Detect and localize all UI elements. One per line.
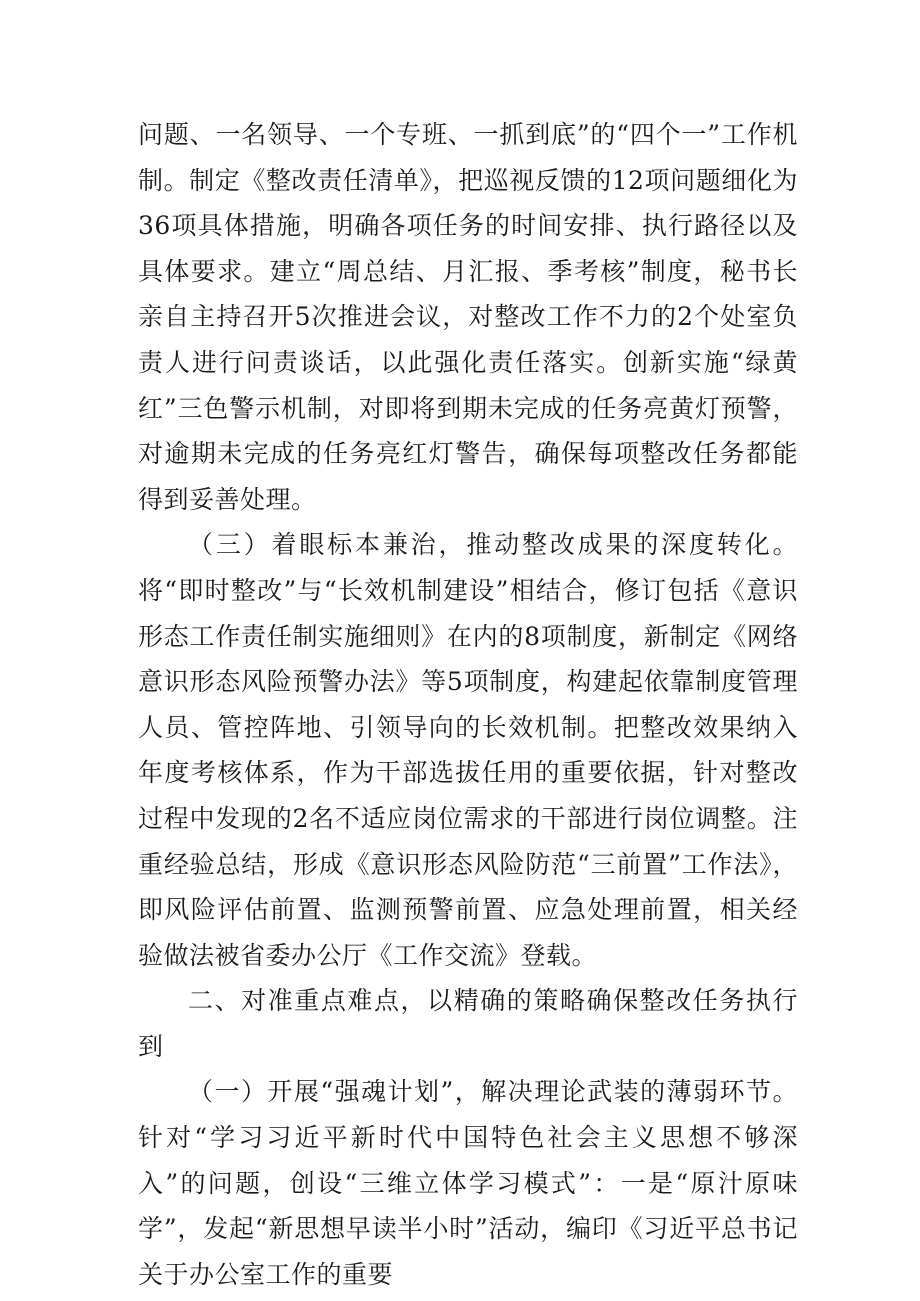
section-heading-two: 二、对准重点难点，以精确的策略确保整改任务执行到	[138, 986, 798, 1061]
paragraph-work-mechanism: 问题、一名领导、一个专班、一抓到底”的“四个一”工作机制。制定《整改责任清单》，把巡视反馈的12项问题细化为36项具体措施，明确各项任务的时间安排、执行路径以及具体要求。建立“周总结、月汇报、季考核”制度，秘书长亲自主持召开5次推进会议，对整改工作不力的2个处室负责人进行问责谈话，以此强化责任落实。创新实施“绿黄红”三色警示机制，对即将到期未完成的任务亮黄灯预警，对逾期未完成的任务亮红灯警告，确保每项整改任务都能得到妥善处理。	[138, 120, 798, 514]
paragraph-section-three: （三）着眼标本兼治，推动整改成果的深度转化。将“即时整改”与“长效机制建设”相结合，修订包括《意识形态工作责任制实施细则》在内的8项制度，新制定《网络意识形态风险预警办法》等5项制度，构建起依靠制度管理人员、管控阵地、引领导向的长效机制。把整改效果纳入年度考核体系，作为干部选拔任用的重要依据，针对整改过程中发现的2名不适应岗位需求的干部进行岗位调整。注重经验总结，形成《意识形态风险防范“三前置”工作法》，即风险评估前置、监测预警前置、应急处理前置，相关经验做法被省委办公厅《工作交流》登载。	[138, 530, 798, 970]
document-body	[138, 112, 798, 1297]
paragraph-section-one: （一）开展“强魂计划”，解决理论武装的薄弱环节。针对“学习习近平新时代中国特色社会主义思想不够深入”的问题，创设“三维立体学习模式”：一是“原汁原味学”，发起“新思想早读半小时”活动，编印《习近平总书记关于办公室工作的重要	[138, 1077, 798, 1289]
